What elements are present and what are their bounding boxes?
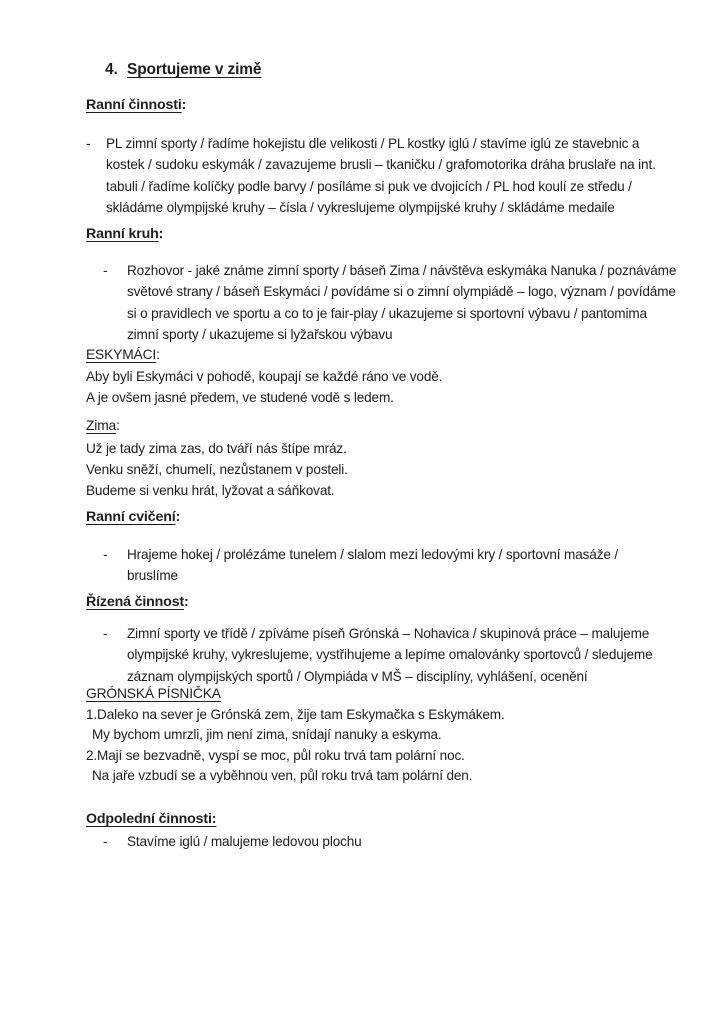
section-heading-gronska-pisnicka: GRÓNSKÁ PÍSNIČKA	[86, 686, 221, 701]
title-number: 4.	[105, 61, 118, 78]
list-item	[103, 260, 676, 346]
list-item	[86, 133, 656, 219]
section-heading-ranni-cviceni: Ranní cvičení:	[86, 509, 181, 525]
page-title	[105, 61, 261, 79]
list-item-text: Stavíme iglú / malujeme ledovou plochu	[127, 834, 362, 849]
song-gronska-pisnicka: 1.Daleko na sever je Grónská zem, žije tam Eskymačka s Eskymákem. My bychom umrzli, jim není zima, snídají nanuky a eskyma. 2.Mají se bezvadně, vyspí se moc, půl roku trvá tam polární noc. Na jaře vzbudí se a vyběhnou ven, půl roku trvá tam polární den.	[86, 707, 505, 784]
title-text: Sportujeme v zimě	[127, 61, 262, 78]
list-item	[103, 831, 362, 852]
list-item	[103, 623, 653, 687]
bullet-dash: -	[103, 834, 108, 849]
bullet-dash: -	[103, 263, 108, 278]
section-heading-rizena-cinnost: Řízená činnost:	[86, 594, 189, 610]
list-item	[103, 544, 618, 587]
bullet-dash: -	[103, 547, 108, 562]
section-heading-zima: Zima:	[86, 418, 120, 433]
list-item-text: Hrajeme hokej / prolézáme tunelem / slalom mezi ledovými kry / sportovní masáže / bruslíme	[127, 547, 619, 584]
section-heading-odpoledni-cinnosti: Odpolední činnosti:	[86, 811, 217, 827]
bullet-dash: -	[103, 626, 108, 641]
section-heading-eskymaci: ESKYMÁCI:	[86, 347, 160, 362]
list-item-text: Zimní sporty ve třídě / zpíváme píseň Grónská – Nohavica / skupinová práce – malujeme olympijské kruhy, vykreslujeme, vystřihujeme a lepíme omalovánky sportovců / sledujeme záznam olympijských sportů / Olympiáda v MŠ – disciplíny, vyhlášení, ocenění	[127, 626, 653, 684]
poem-zima: Už je tady zima zas, do tváří nás štípe mráz. Venku sněží, chumelí, nezůstanem v posteli. Budeme si venku hrát, lyžovat a sáňkovat.	[86, 441, 348, 498]
poem-eskymaci: Aby byli Eskymáci v pohodě, koupají se každé ráno ve vodě. A je ovšem jasné předem, ve studené vodě s ledem.	[86, 369, 443, 405]
section-heading-ranni-cinnosti: Ranní činnosti:	[86, 97, 187, 113]
list-item-text: Rozhovor - jaké známe zimní sporty / báseň Zima / návštěva eskymáka Nanuka / poznáváme světové strany / báseň Eskymáci / povídáme si o zimní olympiádě – logo, význam / povídáme si o pravidlech ve sportu a co to je fair-play / ukazujeme si sportovní výbavu / pantomima zimní sporty / ukazujeme si lyžařskou výbavu	[127, 263, 677, 343]
list-item-text: PL zimní sporty / řadíme hokejistu dle velikosti / PL kostky iglú / stavíme iglú ze stavebnic a kostek / sudoku eskymák / zavazujeme brusli – tkaničku / grafomotorika dráha bruslaře na int. tabuli / řadíme kolíčky podle barvy / posíláme si puk ve dvojicích / PL hod koulí ze středu / skládáme olympijské kruhy – čísla / vykreslujeme olympijské kruhy / skládáme medaile	[106, 136, 656, 216]
section-heading-ranni-kruh: Ranní kruh:	[86, 226, 164, 242]
bullet-dash: -	[86, 136, 91, 151]
